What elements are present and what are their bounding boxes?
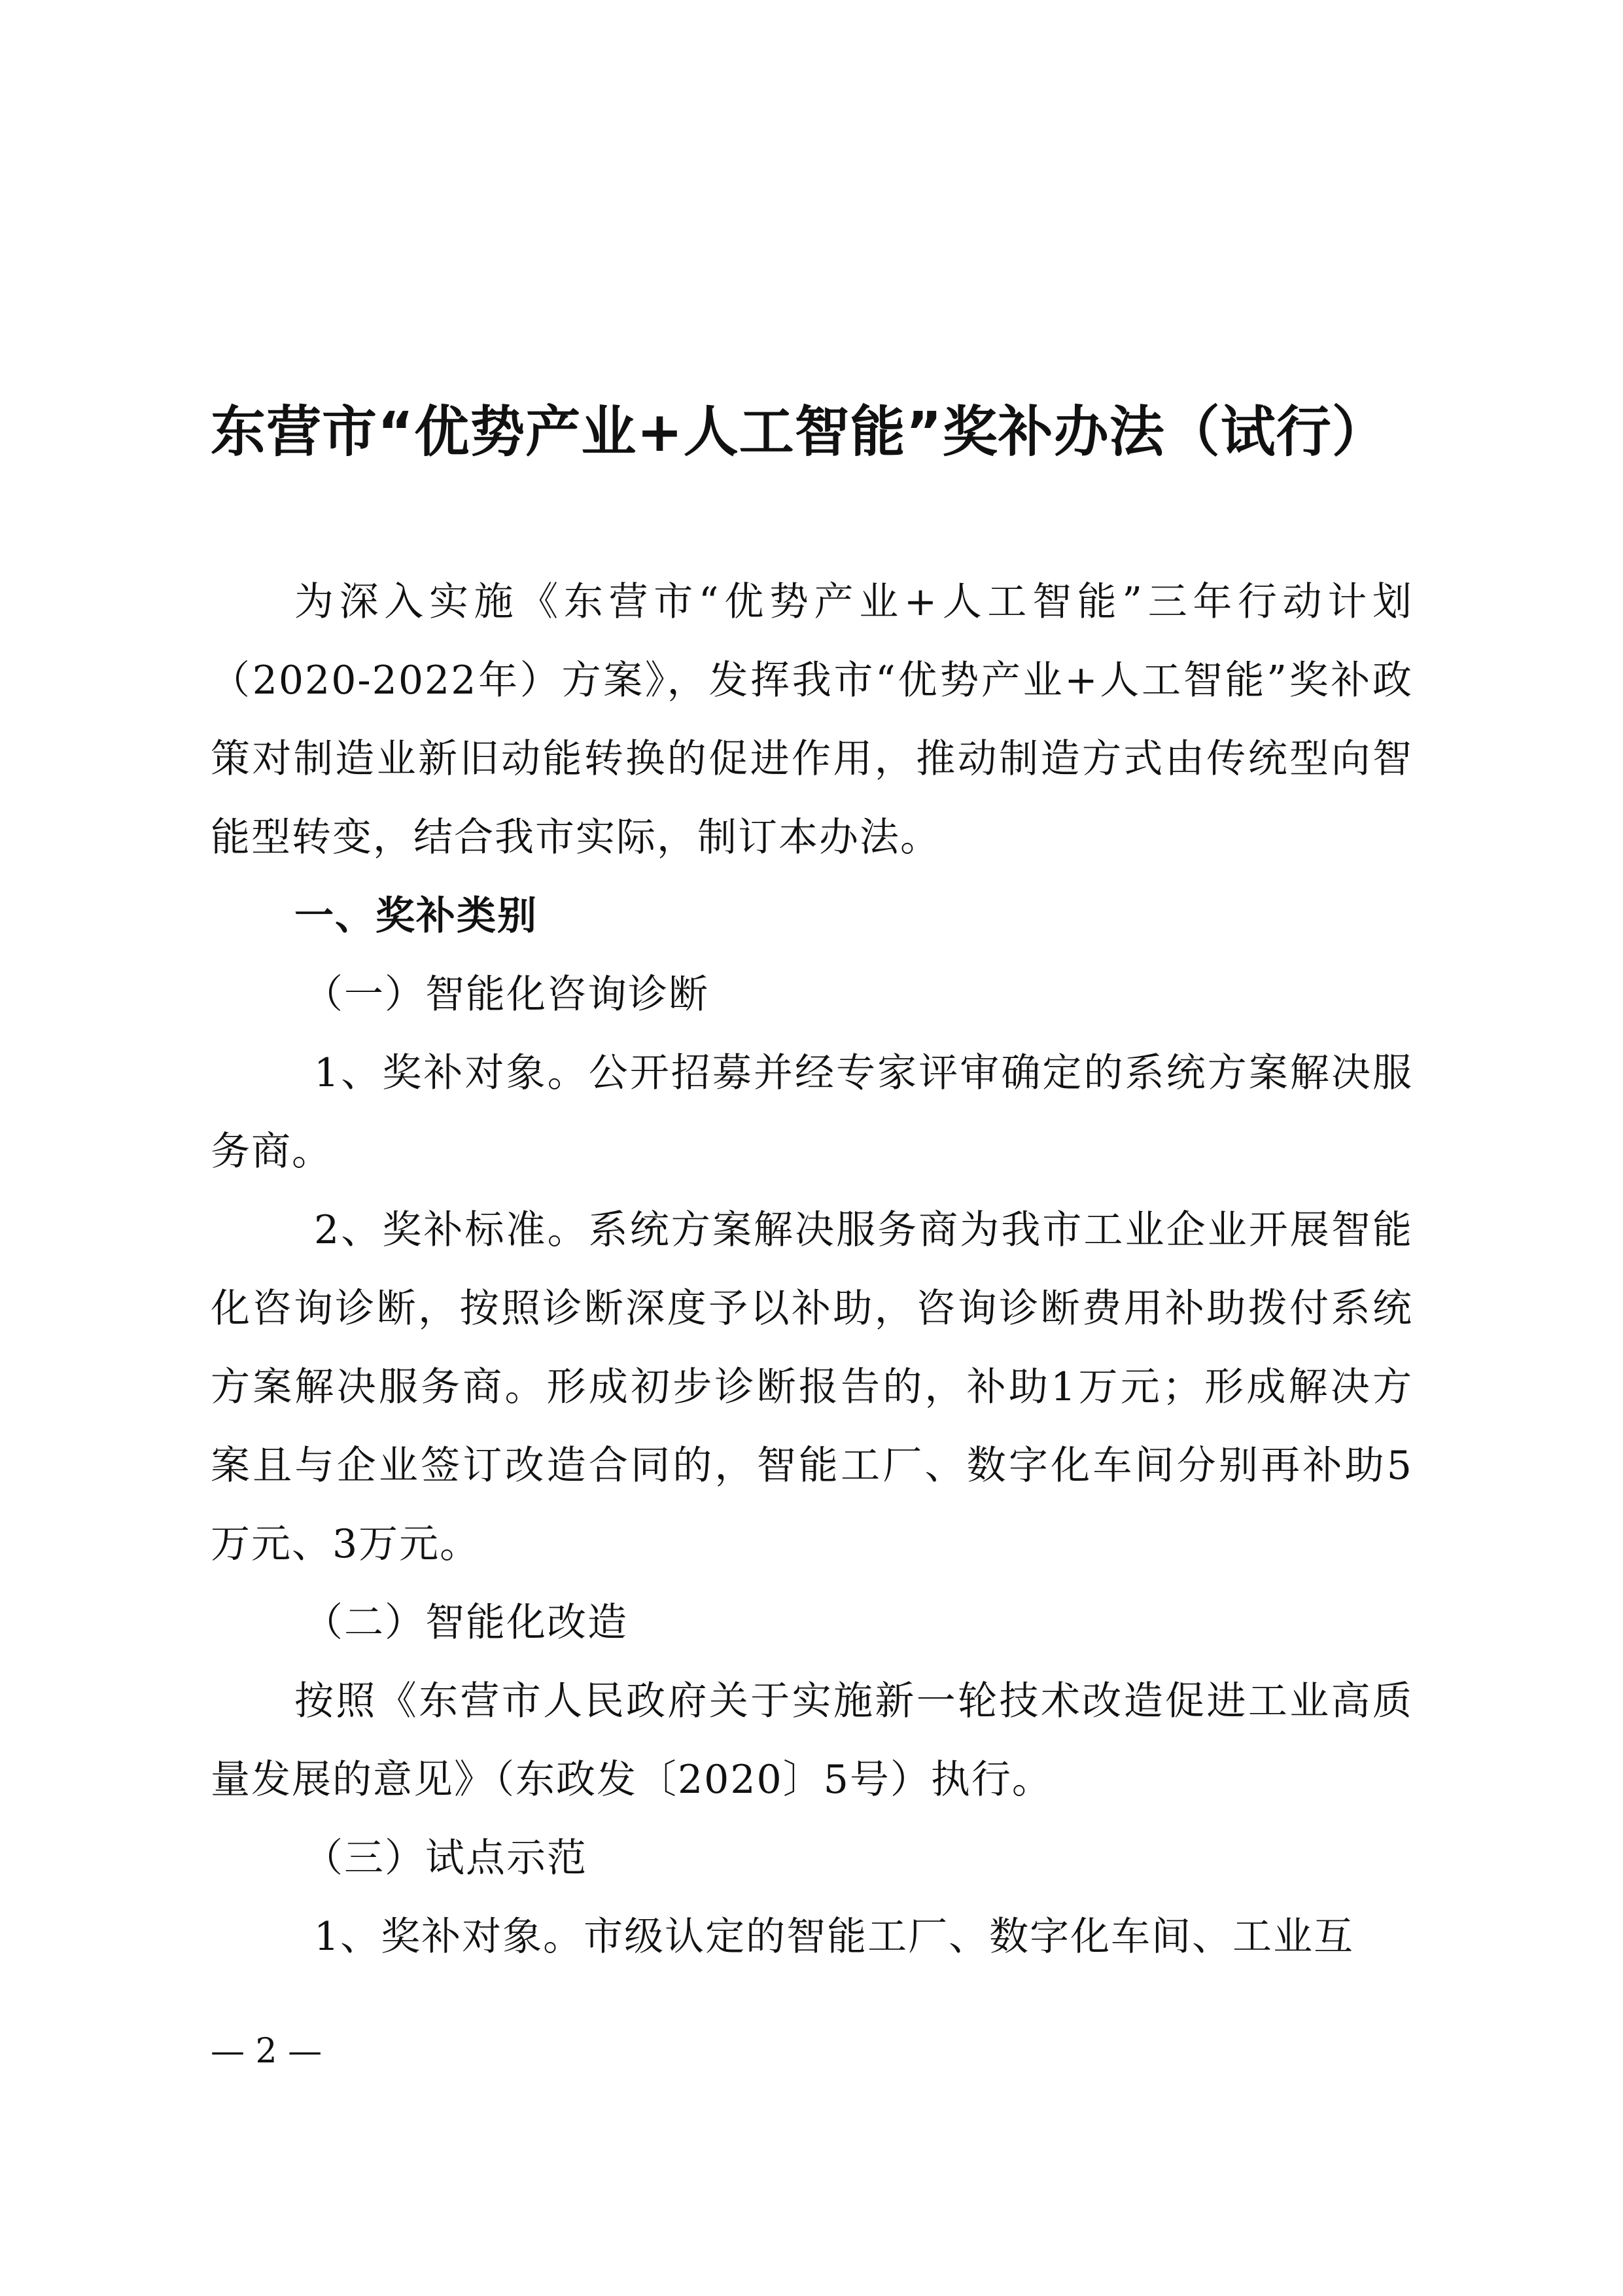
- paragraph-1-1: 1、奖补对象。公开招募并经专家评审确定的系统方案解决服务商。: [211, 1050, 1413, 1174]
- page-number: — 2 —: [211, 2032, 323, 2071]
- subsection-heading-1: （一）智能化咨询诊断: [304, 972, 709, 1017]
- paragraph-2: 按照《东营市人民政府关于实施新一轮技术改造促进工业高质量发展的意见》（东政发〔2020〕5号）执行。: [211, 1678, 1413, 1803]
- paragraph-3-1: 1、奖补对象。市级认定的智能工厂、数字化车间、工业互: [314, 1914, 1355, 1960]
- subsection-heading-2: （二）智能化改造: [304, 1600, 628, 1646]
- subsection-heading-3: （三）试点示范: [304, 1835, 587, 1881]
- intro-paragraph: 为深入实施《东营市“优势产业+人工智能”三年行动计划（2020-2022年）方案》，发挥我市“优势产业+人工智能”奖补政策对制造业新旧动能转换的促进作用，推动制造方式由传统型向智能型转变，结合我市实际，制订本办法。: [211, 579, 1413, 860]
- document-body: [211, 563, 1413, 1976]
- section-heading-1: 一、奖补类别: [294, 893, 538, 939]
- document-title: 东营市“优势产业+人工智能”奖补办法（试行）: [211, 400, 1387, 464]
- paragraph-1-2: 2、奖补标准。系统方案解决服务商为我市工业企业开展智能化咨询诊断，按照诊断深度予以补助，咨询诊断费用补助拨付系统方案解决服务商。形成初步诊断报告的，补助1万元；形成解决方案且与企业签订改造合同的，智能工厂、数字化车间分别再补助5万元、3万元。: [211, 1207, 1413, 1567]
